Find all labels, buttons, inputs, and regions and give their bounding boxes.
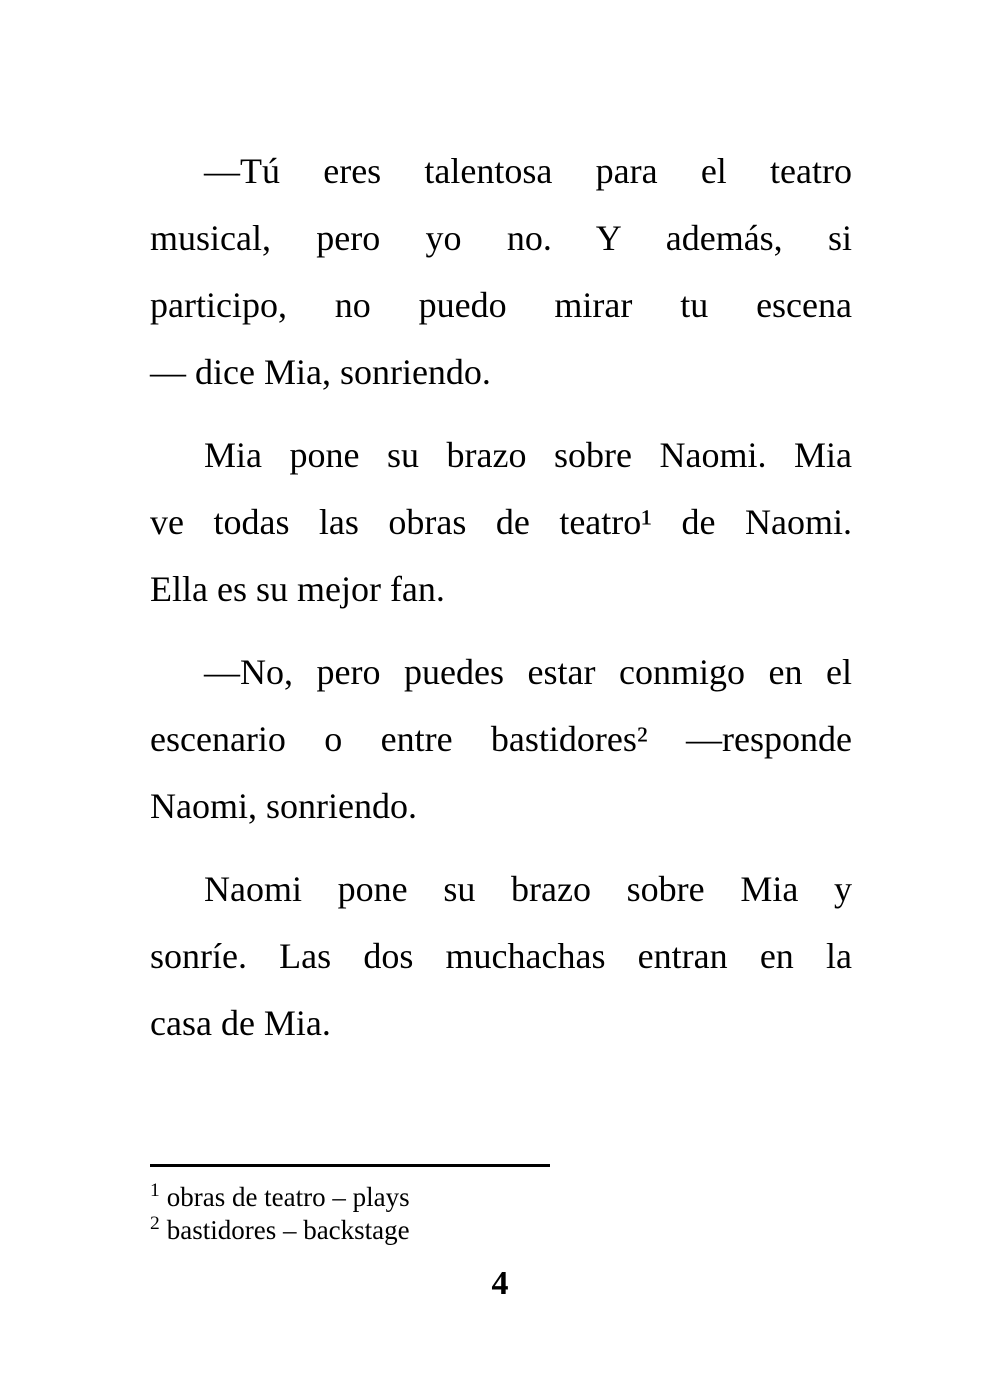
paragraph-line: Ella es su mejor fan. (150, 569, 445, 609)
footnote (150, 1181, 852, 1214)
paragraph (150, 422, 852, 623)
footnotes-section (150, 1164, 852, 1247)
text-block (150, 138, 852, 1073)
paragraph-line: —Tú eres talentosa para el teatro (204, 151, 852, 191)
footnote-text: bastidores – backstage (166, 1215, 410, 1245)
paragraph-line: sonríe. Las dos muchachas entran en la (150, 936, 852, 976)
footnote-text: obras de teatro – plays (166, 1182, 410, 1212)
paragraph-line: —No, pero puedes estar conmigo en el (204, 652, 852, 692)
paragraph (150, 856, 852, 1057)
paragraph-line: ve todas las obras de teatro¹ de Naomi. (150, 502, 852, 542)
page-number: 4 (491, 1265, 509, 1302)
footnote-separator (150, 1164, 550, 1167)
paragraph (150, 138, 852, 406)
footnote-marker: 1 (150, 1180, 160, 1201)
paragraph-line: — dice Mia, sonriendo. (150, 352, 491, 392)
paragraph-line: Mia pone su brazo sobre Naomi. Mia (204, 435, 852, 475)
paragraph (150, 639, 852, 840)
footnote-marker: 2 (150, 1213, 160, 1234)
footnote (150, 1214, 852, 1247)
paragraph-line: escenario o entre bastidores² —responde (150, 719, 852, 759)
paragraph-line: casa de Mia. (150, 1003, 331, 1043)
paragraph-line: participo, no puedo mirar tu escena (150, 285, 852, 325)
paragraph-line: musical, pero yo no. Y además, si (150, 218, 852, 258)
paragraph-line: Naomi pone su brazo sobre Mia y (204, 869, 852, 909)
paragraph-line: Naomi, sonriendo. (150, 786, 417, 826)
